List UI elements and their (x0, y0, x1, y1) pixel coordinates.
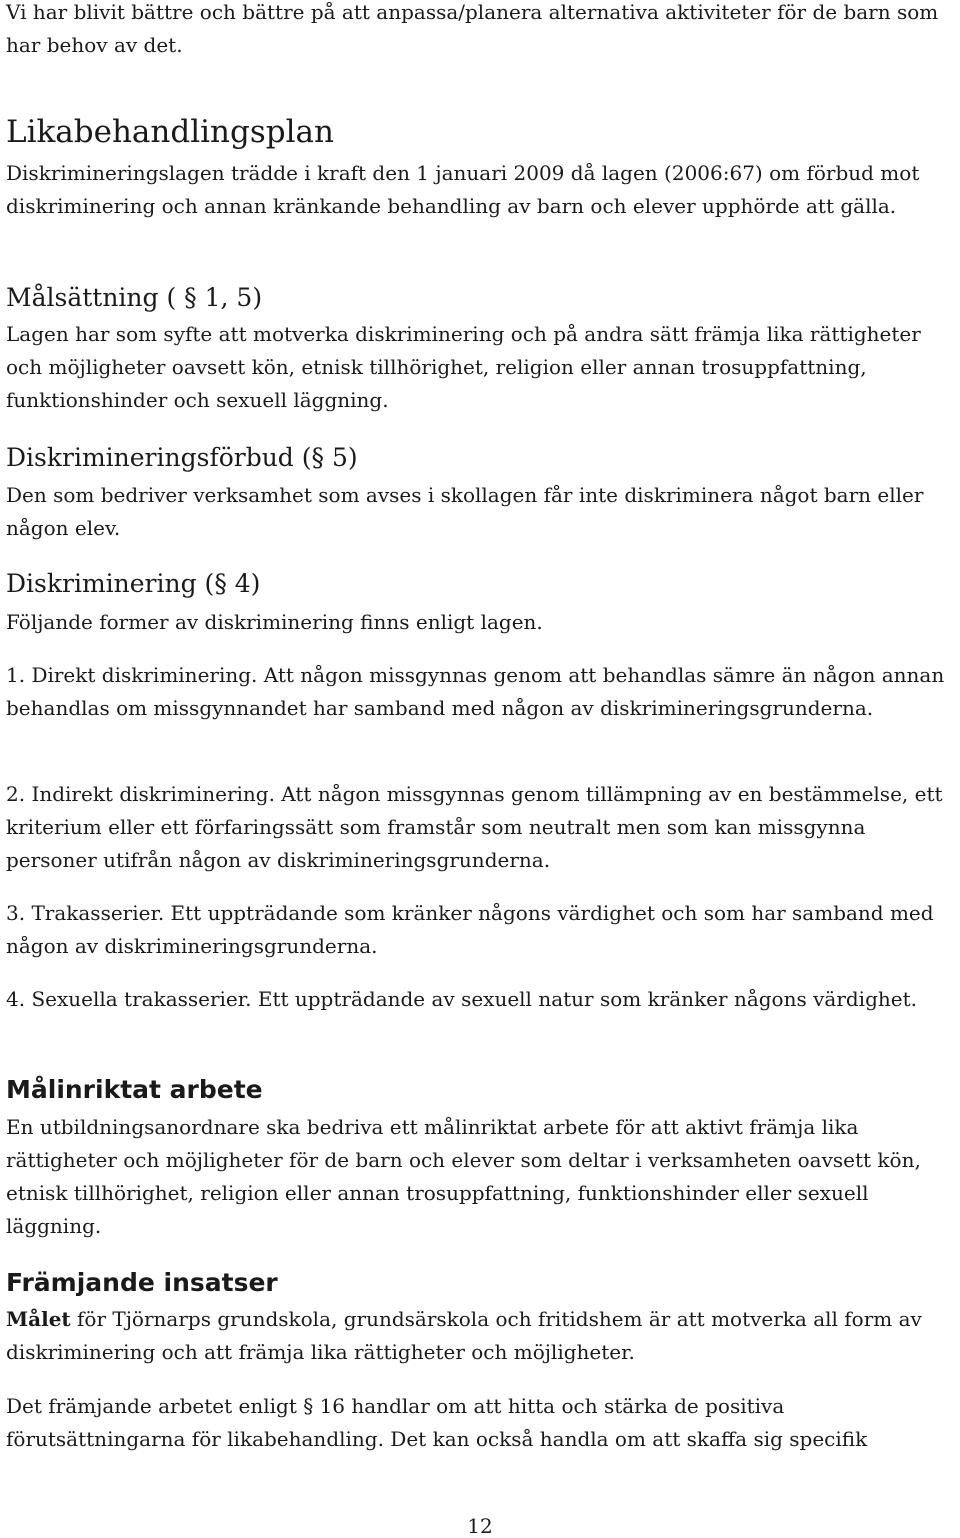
diskriminering-intro: Följande former av diskriminering finns enligt lagen. (6, 610, 543, 634)
malinriktat-paragraph: En utbildningsanordnare ska bedriva ett målinriktat arbete för att aktivt främja lika rättigheter och möjligheter för de barn och elever som deltar i verksamheten oavsett kön, etnisk tillhörighet, religion eller annan trosuppfattning, funktionshinder eller sexuell läggning. (6, 1115, 921, 1238)
page-number: 12 (467, 1514, 493, 1538)
list-item: 3. Trakasserier. Ett uppträdande som kränker någons värdighet och som har samband med någon av diskrimineringsgrunderna. (6, 901, 934, 958)
forbud-paragraph: Den som bedriver verksamhet som avses i skollagen får inte diskriminera något barn eller någon elev. (6, 483, 924, 540)
heading-diskriminering: Diskriminering (§ 4) (6, 569, 261, 598)
heading-diskrimineringsforbud: Diskrimineringsförbud (§ 5) (6, 443, 358, 472)
framjande-paragraph-2: Det främjande arbetet enligt § 16 handlar om att hitta och stärka de positiva förutsättningarna för likabehandling. Det kan också handla om att skaffa sig specifik (6, 1394, 868, 1451)
likabehandling-paragraph: Diskrimineringslagen trädde i kraft den 1 januari 2009 då lagen (2006:67) om förbud mot diskriminering och annan kränkande behandling av barn och elever upphörde att gälla. (6, 161, 920, 218)
list-item: 4. Sexuella trakasserier. Ett uppträdande av sexuell natur som kränker någons värdighet. (6, 987, 917, 1011)
heading-malinriktat-arbete: Målinriktat arbete (6, 1075, 263, 1104)
malsattning-paragraph: Lagen har som syfte att motverka diskriminering och på andra sätt främja lika rättigheter och möjligheter oavsett kön, etnisk tillhörighet, religion eller annan trosuppfattning, funktionshinder och sexuell läggning. (6, 322, 921, 412)
list-item: 1. Direkt diskriminering. Att någon missgynnas genom att behandlas sämre än någon annan behandlas om missgynnandet har samband med någon av diskrimineringsgrunderna. (6, 663, 945, 720)
heading-framjande-insatser: Främjande insatser (6, 1268, 278, 1297)
framjande-paragraph-1 (6, 1303, 956, 1369)
framjande-text-1: för Tjörnarps grundskola, grundsärskola och fritidshem är att motverka all form av diskriminering och att främja lika rättigheter och möjligheter. (6, 1307, 922, 1364)
list-item: 2. Indirekt diskriminering. Att någon missgynnas genom tillämpning av en bestämmelse, ett kriterium eller ett förfaringssätt som framstår som neutralt men som kan missgynna personer utifrån någon av diskrimineringsgrunderna. (6, 782, 943, 872)
heading-likabehandlingsplan: Likabehandlingsplan (6, 114, 334, 150)
heading-malsattning: Målsättning ( § 1, 5) (6, 283, 263, 312)
lead-word: Målet (6, 1307, 71, 1331)
intro-paragraph: Vi har blivit bättre och bättre på att anpassa/planera alternativa aktiviteter för de barn som har behov av det. (6, 0, 939, 57)
